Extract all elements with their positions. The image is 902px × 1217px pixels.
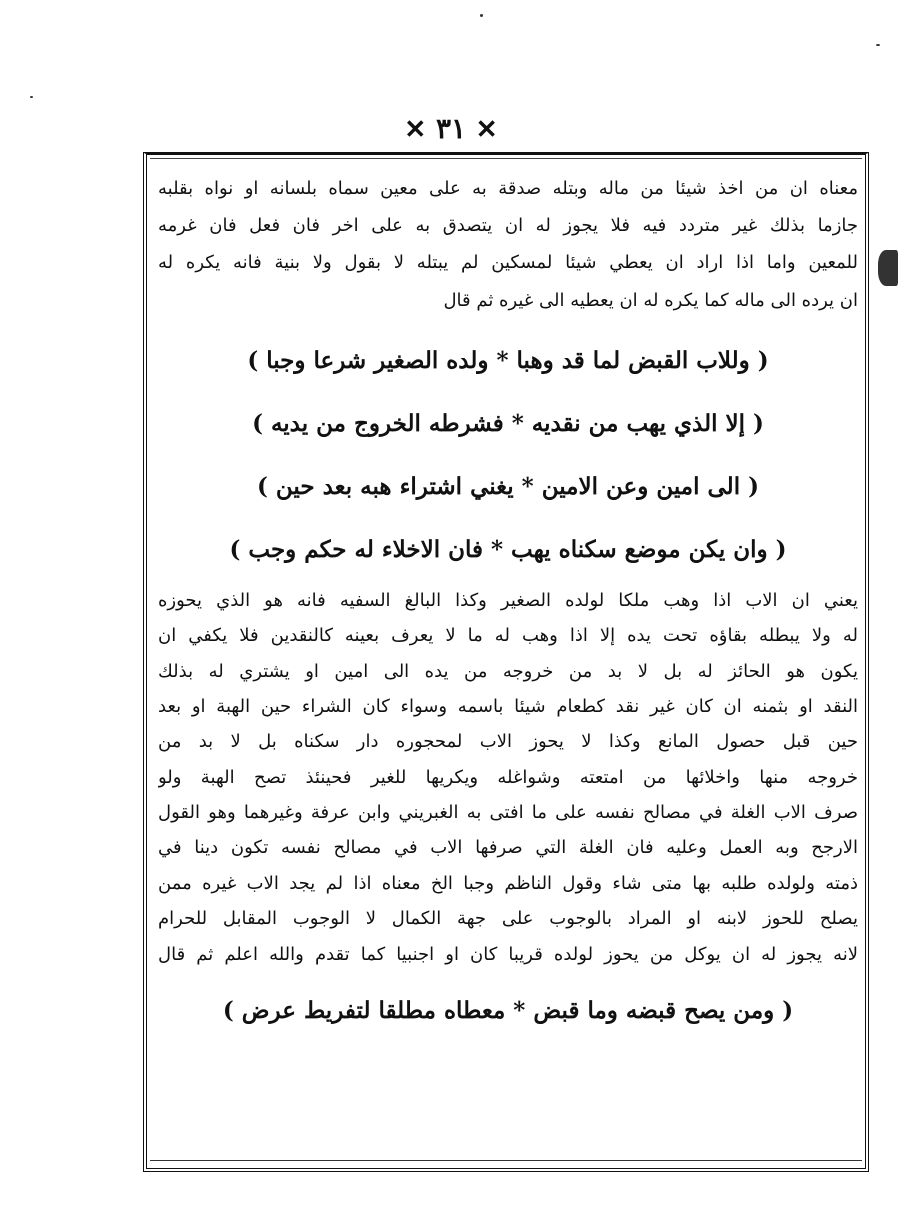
text-line: حين قبل حصول المانع وكذا لا يحوز الاب لمحجوره دار سكناه بل لا بد من xyxy=(158,731,858,753)
ornament-icon: ✕ xyxy=(404,115,427,145)
commentary-paragraph-1 xyxy=(158,170,858,319)
scan-speck xyxy=(30,96,33,98)
text-line: يعني ان الاب اذا وهب ملكا لولده الصغير وكذا البالغ السفيه فانه هو الذي يحوزه xyxy=(158,589,858,611)
frame-top-rule xyxy=(150,158,862,159)
final-verse-line: ( ومن يصح قبضه وما قبض * معطاه مطلقا لتفريط عرض ) xyxy=(222,997,794,1025)
scan-speck xyxy=(876,44,880,46)
verse-line: ( الى امين وعن الامين * يغني اشتراء هبه بعد حين ) xyxy=(257,472,759,500)
text-line: النقد او بثمنه ان كان غير نقد كطعام شيئا باسمه وسواء كان الشراء حين الهبة او بعد xyxy=(158,695,858,717)
text-line: يكون هو الحائز له بل لا بد من خروجه من يده الى امين او يشتري له بذلك xyxy=(158,660,858,682)
verse-line: ( وان يكن موضع سكناه يهب * فان الاخلاء له حكم وجب ) xyxy=(229,535,787,563)
scan-mark xyxy=(878,250,898,286)
page-content xyxy=(158,170,858,1040)
text-line: يصلح للحوز لابنه او المراد بالوجوب على جهة الكمال لا الوجوب المقابل للحرام xyxy=(158,908,858,930)
text-line: معناه ان من اخذ شيئا من ماله وبتله صدقة به على معين سماه بلسانه او نواه بقلبه xyxy=(158,178,858,199)
page-number-text: ٣١ xyxy=(435,112,467,145)
text-line: خروجه منها واخلائها من امتعته وشواغله ويكريها للغير فحينئذ تصح الهبة ولو xyxy=(158,766,858,788)
scan-speck xyxy=(480,14,483,17)
text-line: له ولا يبطله بقاؤه تحت يده إلا اذا وهب له ما لا يعرف بعينه كالنقدين فلا يكفي ان xyxy=(158,625,858,647)
text-line: للمعين واما اذا اراد ان يعطي شيئا لمسكين لم يبتله لا بقول ولا بنية فانه يكره له xyxy=(158,252,858,274)
verse-line: ( وللاب القبض لما قد وهبا * ولده الصغير شرعا وجبا ) xyxy=(247,346,769,374)
verse-block xyxy=(158,329,858,581)
frame-bottom-rule xyxy=(150,1160,862,1161)
text-line: الارجح وبه العمل وعليه فان الغلة التي صرفها الاب في مصالح نفسه تكون دينا في xyxy=(158,837,858,859)
text-line: ان يرده الى ماله كما يكره له ان يعطيه الى غيره ثم قال xyxy=(443,289,858,311)
text-line: جازما بذلك غير متردد فيه فلا يجوز له ان يتصدق به على اخر فان فعل فان غرمه xyxy=(158,215,858,237)
verse-line: ( إلا الذي يهب من نقديه * فشرطه الخروج من يديه ) xyxy=(252,409,764,437)
page-number xyxy=(0,112,902,145)
text-line: صرف الاب الغلة في مصالح نفسه على ما افتى به الغبريني وابن عرفة وغيرهما وهو القول xyxy=(158,802,858,824)
text-line: ذمته ولولده طلبه بها متى شاء وقول الناظم وجبا الخ معناه اذا لم يجد الاب غيره ممن xyxy=(158,872,858,894)
text-line: لانه يجوز له ان يوكل من يحوز لولده قريبا كان او اجنبيا كما تقدم والله اعلم ثم قال xyxy=(158,943,858,965)
ornament-icon: ✕ xyxy=(475,115,498,145)
commentary-paragraph-2 xyxy=(158,583,858,972)
